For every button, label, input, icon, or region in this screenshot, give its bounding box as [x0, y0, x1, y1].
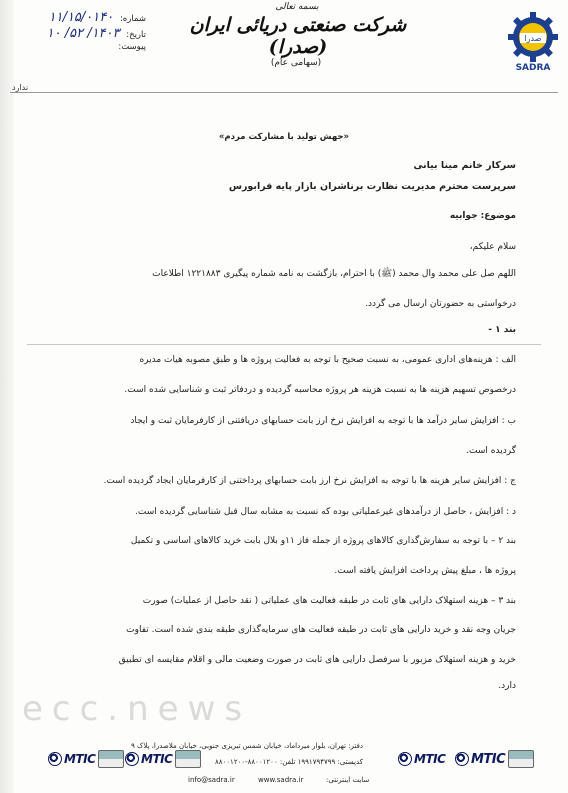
paragraph-line: درخواستی به حضورتان ارسال می گردد.: [365, 299, 516, 309]
number-value: ۱۱/۱۵/۰۱۴۰: [48, 10, 114, 25]
paragraph-line: جریان وجه نقد و خرید دارایی های ثابت در طبقه فعالیت های سرمایه‌گذاری طبقه بندی شده است. تفاوت: [126, 625, 516, 635]
paragraph-line: بند ۳ – هزینه استهلاک دارایی های ثابت در طبقه فعالیت های عملیاتی ( نقد حاصل از عملیات) صورت: [142, 596, 516, 606]
mtic-label: MTIC: [141, 752, 173, 766]
company-type: (سهامی عام): [270, 58, 322, 68]
paragraph-line: بند ۲ – با توجه به سفارش‌گذاری کالاهای پروژه از جمله فاز ۱۱و بلال بابت خرید کالاهای اساسی و تکمیل: [130, 536, 516, 546]
date-value: ۱۴۰۳/ ۵۲/ ۱۰: [46, 26, 120, 41]
certificate-icon: [175, 750, 201, 768]
mtic-logo: [48, 750, 124, 768]
footer: [0, 730, 568, 793]
paragraph-line: اللهم صل علی محمد وال محمد (ﷺ) با احترام، بازگشت به نامه شماره پیگیری ۱۲۲۱۸۸۳ اطلاعات: [152, 269, 516, 279]
paragraph-line: خرید و هزینه استهلاک مزبور با سرفصل دارایی های ثابت در صورت وضعیت مالی و اقلام مقایسه ای تطبیق: [118, 655, 516, 665]
mtic-logo-large: [455, 750, 534, 768]
letter-date: [16, 26, 146, 41]
watermark: ecc.news: [22, 689, 252, 729]
certificate-icon: [98, 750, 124, 768]
logo-text: SADRA: [515, 63, 551, 73]
paragraph-line: د : افزایش ، حاصل از درآمدهای غیرعملیاتی بوده که نسبت به مشابه سال قبل شناسایی گردیده است.: [135, 507, 516, 517]
footer-website[interactable]: www.sadra.ir: [258, 776, 304, 784]
mtic-logo: [125, 750, 201, 768]
letter-attachment: [16, 42, 146, 52]
footer-address: دفتر: تهران، بلوار میرداماد، خیابان شمس تبریزی جنوبی، خیابان ملاصدرا، پلاک ۹: [131, 742, 363, 750]
subject: موضوع: جوابیه: [449, 211, 516, 221]
logo-inner-text: صدرا: [524, 34, 542, 43]
company-name: شرکت صنعتی دریائی ایران (صدرا): [189, 14, 407, 58]
mtic-label: MTIC: [64, 752, 96, 766]
slogan: «جهش تولید با مشارکت مردم»: [218, 132, 350, 142]
recipient-name: سرکار خانم مینا بیانی: [413, 160, 516, 171]
footer-email[interactable]: info@sadra.ir: [188, 776, 235, 784]
paragraph-line: گردیده است.: [466, 446, 516, 456]
letter-number: [16, 10, 146, 25]
paragraph-line: دارد.: [498, 681, 516, 691]
paragraph-line: درخصوص تسهیم هزینه ها به نسبت هزینه هر پروژه محاسبه گردیده و دردفاتر ثبت و شناسایی شده است.: [124, 385, 516, 395]
greeting: سلام علیکم،: [469, 242, 516, 252]
footer-site-label: سایت اینترنتی:: [326, 776, 370, 784]
number-label: شماره:: [119, 14, 146, 24]
binding-edge: [0, 0, 14, 793]
mtic-label: MTIC: [414, 752, 446, 766]
mtic-label: MTIC: [471, 751, 506, 767]
footer-phone: کدپستی: ۱۹۹۱۷۹۴۷۹۹ تلفن: ۸۸۰۰۱۲۰۰-۸۸۰۰۱۲۰۰: [215, 758, 363, 766]
section-heading: بند ۱ -: [488, 325, 516, 335]
mtic-globe-icon: [398, 752, 412, 766]
sadra-gear-logo-icon: [508, 10, 558, 68]
date-label: تاریخ:: [126, 30, 146, 40]
basmala: بسمه تعالی: [275, 2, 319, 12]
paragraph-line: الف : هزینه‌های اداری عمومی، به نسبت صحیح با توجه به فعالیت پروژه ها و طبق مصوبه هیات مدیره: [139, 355, 516, 365]
attachment-note: ندارد: [12, 83, 29, 92]
header-divider: [10, 92, 558, 93]
certificate-icon: [508, 750, 534, 768]
mtic-globe-icon: [48, 752, 62, 766]
paragraph-line: ب : افزایش سایر درآمد ها با توجه به افزایش نرخ ارز بابت حسابهای دریافتنی از کارفرمایان ثبت و ایجاد: [130, 416, 516, 426]
mtic-logo: [398, 750, 445, 768]
paragraph-line: پروژه ها ، مبلغ پیش پرداخت افزایش یافته است.: [334, 566, 516, 576]
mtic-globe-icon: [455, 752, 469, 766]
paragraph-line: ج : افزایش سایر هزینه ها با توجه به افزایش نرخ ارز بابت حسابهای پرداختنی از کارفرمایان ایجاد گردیده است.: [103, 476, 516, 486]
recipient-title: سرپرست محترم مدیریت نظارت برناشران بازار پایه فرابورس: [228, 181, 516, 192]
section-divider: [27, 344, 541, 345]
mtic-globe-icon: [125, 752, 139, 766]
attachment-label: پیوست:: [118, 42, 146, 52]
